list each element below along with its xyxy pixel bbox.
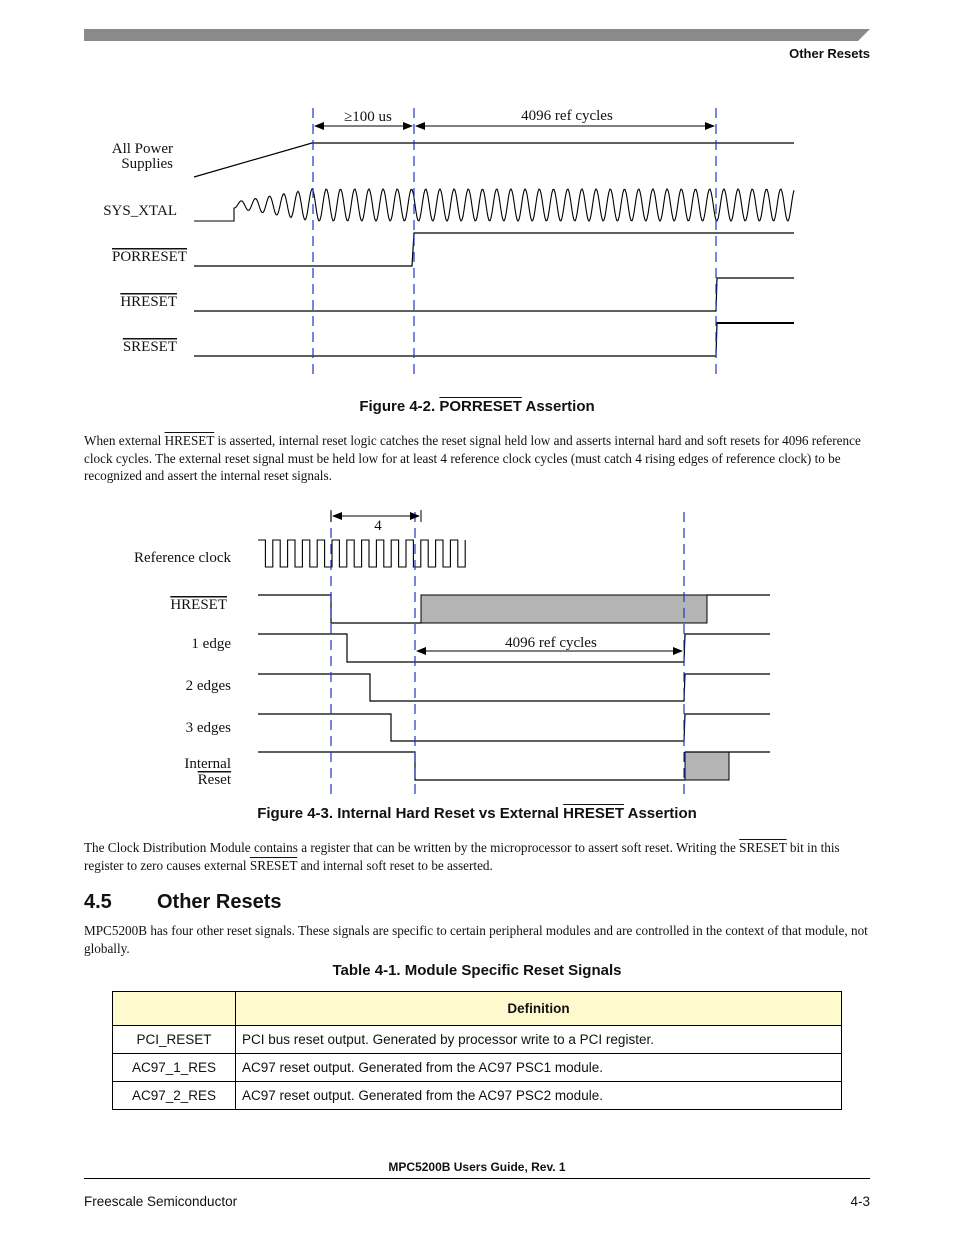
table-caption: Table 4-1. Module Specific Reset Signals (332, 962, 622, 979)
table-header-row (113, 992, 842, 1026)
label-sreset: SRESET (122, 339, 177, 355)
wave-power (194, 143, 794, 177)
wave-2edges (258, 674, 770, 701)
dim-4096-label: 4096 ref cycles (521, 108, 613, 124)
footer-company: Freescale Semiconductor (84, 1194, 238, 1209)
hreset-shade (421, 595, 707, 623)
header-bar (84, 29, 870, 41)
reset-signals-table (112, 991, 842, 1110)
table-header-cell: Definition (236, 992, 842, 1026)
table-row (113, 1026, 842, 1054)
wave-3edges (258, 714, 770, 741)
label-1edge: 1 edge (191, 636, 231, 652)
dim-4-label: 4 (374, 518, 382, 534)
wave-porreset (194, 233, 794, 266)
label-reset: Reset (197, 772, 231, 788)
definition-cell: PCI bus reset output. Generated by processor write to a PCI register. (236, 1026, 842, 1054)
label-refclk: Reference clock (133, 550, 231, 566)
signal-cell: PCI_RESET (113, 1026, 236, 1054)
dim-4096b-label: 4096 ref cycles (505, 635, 597, 651)
section-heading (84, 891, 282, 914)
wave-hreset (194, 278, 794, 311)
signal-cell: AC97_1_RES (113, 1054, 236, 1082)
figure-hreset-timing (0, 505, 954, 795)
paragraph-cdm: The Clock Distribution Module contains a register that can be written by the microprocessor to assert soft reset. Writing the SRESET bit in this register to zero causes external SRESET and internal soft reset to be asserted. (84, 840, 840, 873)
wave-sys-xtal (194, 189, 794, 221)
figure-porreset-timing (0, 90, 954, 390)
figure-4-3-caption: Figure 4-3. Internal Hard Reset vs External HRESET Assertion (257, 805, 697, 822)
wave-refclk (258, 540, 465, 567)
wave-hreset2 (258, 595, 421, 623)
dim-100us-label: ≥100 us (344, 109, 392, 125)
footer-page-number: 4-3 (850, 1194, 870, 1209)
section-number: 4.5 (84, 891, 112, 913)
footer-rule (84, 1178, 870, 1179)
running-header-section: Other Resets (789, 46, 870, 61)
section-body: MPC5200B has four other reset signals. These signals are specific to certain peripheral modules and are controlled in the context of that module, not globally. (84, 923, 868, 956)
label-2edges: 2 edges (185, 678, 231, 694)
label-3edges: 3 edges (185, 720, 231, 736)
paragraph-hreset: When external HRESET is asserted, internal reset logic catches the reset signal held low and asserts internal hard and soft resets for 4096 reference clock cycles. The external reset signal must be held low for at least 4 reference clock cycles (must catch 4 rising edges of reference clock) to be recognized and assert the internal reset signals. (84, 433, 861, 483)
wave-sreset (194, 323, 794, 356)
label-hreset2: HRESET (170, 597, 227, 613)
definition-cell: AC97 reset output. Generated from the AC97 PSC2 module. (236, 1082, 842, 1110)
footer-doc-title: MPC5200B Users Guide, Rev. 1 (388, 1160, 566, 1174)
table-header-cell (113, 992, 236, 1026)
label-all-power: All Power (111, 141, 173, 157)
wave-internal (258, 752, 685, 780)
label-supplies: Supplies (121, 156, 173, 172)
table-row (113, 1054, 842, 1082)
definition-cell: AC97 reset output. Generated from the AC97 PSC1 module. (236, 1054, 842, 1082)
label-porreset: PORRESET (111, 249, 187, 265)
signal-cell: AC97_2_RES (113, 1082, 236, 1110)
label-internal: Internal (184, 756, 231, 772)
label-sys-xtal: SYS_XTAL (103, 203, 177, 219)
internal-shade (685, 752, 729, 780)
table-row (113, 1082, 842, 1110)
section-title: Other Resets (157, 891, 282, 913)
label-hreset: HRESET (120, 294, 177, 310)
figure-4-2-caption: Figure 4-2. PORRESET Assertion (359, 398, 595, 415)
